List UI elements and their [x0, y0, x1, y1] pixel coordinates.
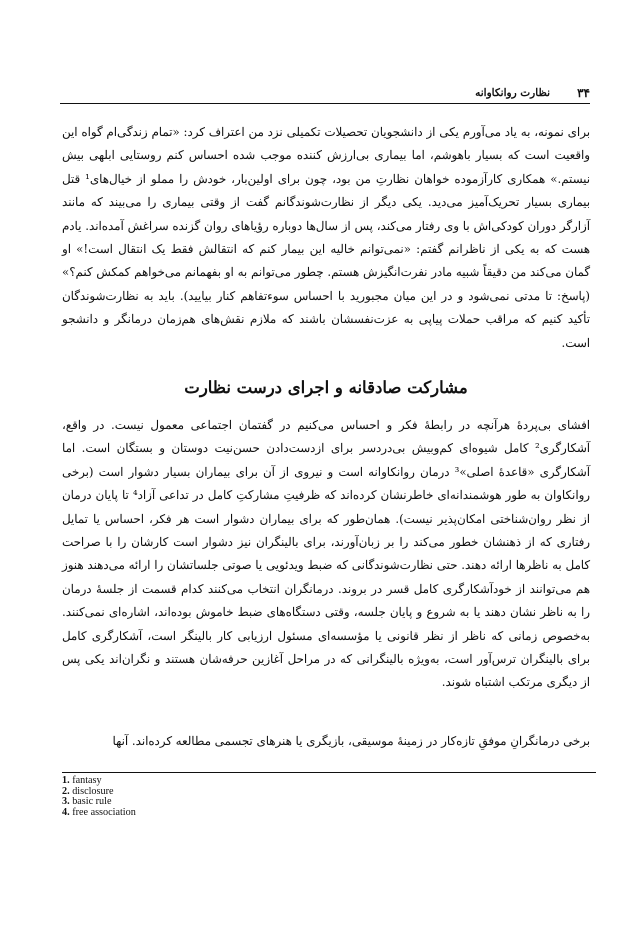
page-number: ۳۴	[577, 86, 590, 100]
footnote-number: 4.	[62, 806, 70, 818]
body-paragraph-3: برخی درمانگرانِ موفقِ تازه‌کار در زمینهٔ موسیقی، بازیگری یا هنرهای تجسمی مطالعه کرده‌اند. آنها	[112, 734, 590, 748]
footnote-number: 3.	[62, 796, 70, 808]
body-paragraph-2: افشای بی‌پردهٔ هرآنچه در رابطهٔ فکر و احساس می‌کنیم در گفتمان اجتماعی معمول نیست. در واقع، آشکارگری² کامل شیوه‌ای کم‌وبیش بی‌دردسر برای ازدست‌دادن حسن‌نیت دوستان و بستگان است. اما آشکارگری «قاعدهٔ اصلی»³ درمان روانکاوانه است و نیروی از آن برای بیماران بسیار دشوار است (برخی روانکاوان به طور هوشمندانه‌ای خاطرنشان کرده‌اند که ظرفیتِ مشارکتِ کامل در تداعی آزاد⁴ تا پایان درمان از نظر روان‌شناختی امکان‌پذیر نیست). همان‌طور که برای بیماران دشوار است هر فکر، احساس یا تمایل رفتاری که از ذهنشان خطور می‌کند را بر زبان‌آورند، برای بالینگران نیز دشوار است کارشان را با صراحت کامل به ناظرها ارائه دهند. حتی نظارت‌شوندگانی که ضبط ویدئویی یا صوتی جلساتشان را ارائه می‌دهند هنوز هم می‌توانند از خودآشکارگری کامل قسر در بروند. درمانگران انتخاب می‌کنند کدام قسمت از جلسهٔ درمان را به ناظر نشان دهند یا به شروع و پایان جلسه، وقتی دستگاه‌های ضبط خاموش بوده‌اند، اشاره‌ای نمی‌کنند. به‌خصوص زمانی که ناظر از نظر قانونی یا مؤسسه‌ای مسئول ارزیابی کار بالینگر است، آشکارگری کامل برای بالینگران ترس‌آور است، به‌ویژه بالینگرانی که در مراحل آغازین حرفه‌شان هستند و نگران‌اند یکی پس از دیگری مرتکب اشتباه شوند.	[62, 418, 590, 690]
footnote-number: 2.	[62, 785, 70, 797]
footnote-text: fantasy	[72, 775, 102, 786]
footnote-number: 1.	[62, 775, 70, 786]
footnote-text: basic rule	[72, 796, 112, 808]
running-title: نظارت روانکاوانه	[475, 87, 550, 99]
body-paragraph-1: برای نمونه، به یاد می‌آورم یکی از دانشجویان تحصیلات تکمیلی نزد من اعتراف کرد: «تمام زندگی‌ام گواه این واقعیت است که بسیار باهوشم، اما بیماری بی‌ارزش کننده موجب شده احساس کنم روستایی ابلهی بیش نیستم.» همکاری کارآزموده خواهان نظارتِ من بود، چون برای اولین‌بار، خودش را مملو از خیال‌های¹ قتل بیماری بسیار تحریک‌آمیز می‌دید. یکی دیگر از نظارت‌شوندگانم گفت از وقتی بیماری را می‌بیند که مانند آزارگر دوران کودکی‌اش با وی رفتار می‌کند، پس از سال‌ها دوباره رؤیاهای روان گزنده سراغش آمده‌اند. یادم هست که به یکی از ناظرانم گفتم: «نمی‌توانم خالیه این بیمار کنم که انتقالش فقط یک انتقال است!» او گمان می‌کند من دقیقاً شبیه مادر نفرت‌انگیزش هستم. چطور می‌توانم به او بفهمانم می‌خواهم کمکش کنم؟» (پاسخ: تا مدتی نمی‌شود و در این میان مجبورید با احساس سوءتفاهم کنار بیایید). باید به نظارت‌شوندگان تأکید کنیم که مراقب حملات پیاپی به عزت‌نفسشان باشند که ملازم نقش‌های هم‌زمان درمانگر و دانشجو است.	[62, 125, 590, 350]
footnote-item	[62, 808, 136, 819]
footnote-rule	[62, 772, 596, 773]
footnote-text: free association	[72, 806, 136, 818]
header-rule	[60, 103, 590, 104]
footnote-text: disclosure	[72, 785, 114, 797]
running-header	[60, 86, 590, 106]
section-heading: مشارکت صادقانه و اجرای درست نظارت	[184, 378, 468, 397]
footnote-list	[62, 776, 136, 818]
